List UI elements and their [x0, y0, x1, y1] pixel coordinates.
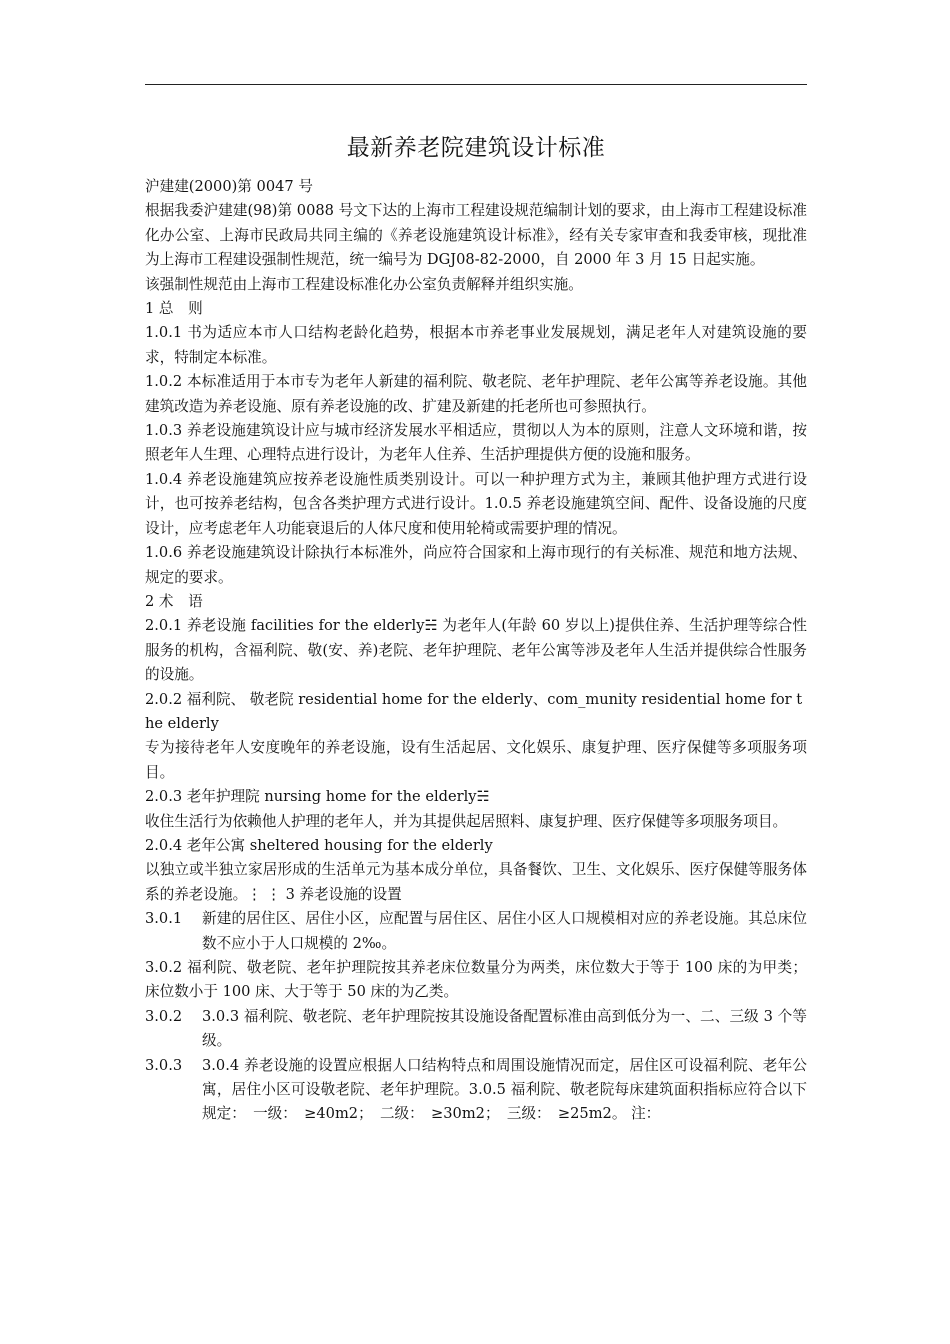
paragraph: 2.0.4 老年公寓 sheltered housing for the elderly: [145, 836, 493, 854]
clause-text: 3.0.4 养老设施的设置应根据人口结构特点和周围设施情况而定，居住区可设福利院、老年公寓，居住小区可设敬老院、老年护理院。3.0.5 福利院、敬老院每床建筑面积指标应符合以下规定： 一级： ≥40m2； 二级： ≥30m2； 三级： ≥25m2。 注：: [202, 1056, 807, 1123]
clause-number: 3.0.3: [145, 1056, 183, 1074]
clause-3-0-1: [145, 907, 807, 956]
paragraph: 1.0.1 书为适应本市人口结构老龄化趋势，根据本市养老事业发展规划，满足老年人对建筑设施的要求，特制定本标准。: [145, 324, 807, 366]
paragraph: 3.0.2 福利院、敬老院、老年护理院按其养老床位数量分为两类，床位数大于等于 100 床的为甲类；床位数小于 100 床、大于等于 50 床的为乙类。: [145, 959, 807, 1001]
paragraph: 2.0.2 福利院、 敬老院 residential home for the elderly、com_munity residential home for the elderly: [145, 690, 803, 732]
paragraph: 1.0.3 养老设施建筑设计应与城市经济发展水平相适应，贯彻以人为本的原则，注意人文环境和谐，按照老年人生理、心理特点进行设计，为老年人住养、生活护理提供方便的设施和服务。: [145, 422, 807, 464]
document-body: [145, 175, 807, 1127]
clause-3-0-3: [145, 1054, 807, 1127]
paragraph: 1.0.6 养老设施建筑设计除执行本标准外，尚应符合国家和上海市现行的有关标准、规范和地方法规、规定的要求。: [145, 544, 807, 586]
paragraph: 以独立或半独立家居形成的生活单元为基本成分单位，具备餐饮、卫生、文化娱乐、医疗保健等服务体系的养老设施。⋮ ⋮ 3 养老设施的设置: [145, 861, 807, 903]
clause-number: 3.0.2: [145, 1007, 183, 1025]
clause-number: 3.0.1: [145, 910, 183, 928]
clause-text: 3.0.3 福利院、敬老院、老年护理院按其设施设备配置标准由高到低分为一、二、三级 3 个等级。: [202, 1007, 807, 1050]
section-heading: 2 术 语: [145, 592, 203, 610]
paragraph: 2.0.1 养老设施 facilities for the elderly☵ 为老年人(年龄 60 岁以上)提供住养、生活护理等综合性服务的机构，含福利院、敬(安、养)老院、老年护理院、老年公寓等涉及老年人生活并提供综合性服务的设施。: [145, 617, 807, 684]
paragraph: 收住生活行为依赖他人护理的老年人，并为其提供起居照料、康复护理、医疗保健等多项服务项目。: [145, 812, 788, 830]
header-rule: [145, 84, 807, 85]
paragraph: 根据我委沪建建(98)第 0088 号文下达的上海市工程建设规范编制计划的要求，由上海市工程建设标准化办公室、上海市民政局共同主编的《养老设施建筑设计标准》，经有关专家审查和我委审核，现批准为上海市工程建设强制性规范，统一编号为 DGJ08-82-2000，自 2000 年 3 月 15 日起实施。: [145, 202, 807, 269]
paragraph: 1.0.4 养老设施建筑应按养老设施性质类别设计。可以一种护理方式为主，兼顾其他护理方式进行设计，也可按养老结构，包含各类护理方式进行设计。1.0.5 养老设施建筑空间、配件、设备设施的尺度设计，应考虑老年人功能衰退后的人体尺度和使用轮椅或需要护理的情况。: [145, 470, 807, 537]
doc-number: 沪建建(2000)第 0047 号: [145, 178, 313, 195]
clause-3-0-2: [145, 1005, 807, 1054]
section-heading: 1 总 则: [145, 300, 203, 318]
paragraph: 1.0.2 本标准适用于本市专为老年人新建的福利院、敬老院、老年护理院、老年公寓等养老设施。其他建筑改造为养老设施、原有养老设施的改、扩建及新建的托老所也可参照执行。: [145, 373, 807, 415]
clause-text: 新建的居住区、居住小区，应配置与居住区、居住小区人口规模相对应的养老设施。其总床位数不应小于人口规模的 2‰。: [202, 910, 807, 952]
paragraph: 专为接待老年人安度晚年的养老设施，设有生活起居、文化娱乐、康复护理、医疗保健等多项服务项目。: [145, 739, 807, 781]
paragraph: 该强制性规范由上海市工程建设标准化办公室负责解释并组织实施。: [145, 275, 583, 293]
document-title: 最新养老院建筑设计标准: [346, 135, 606, 161]
paragraph: 2.0.3 老年护理院 nursing home for the elderly☵: [145, 788, 490, 806]
